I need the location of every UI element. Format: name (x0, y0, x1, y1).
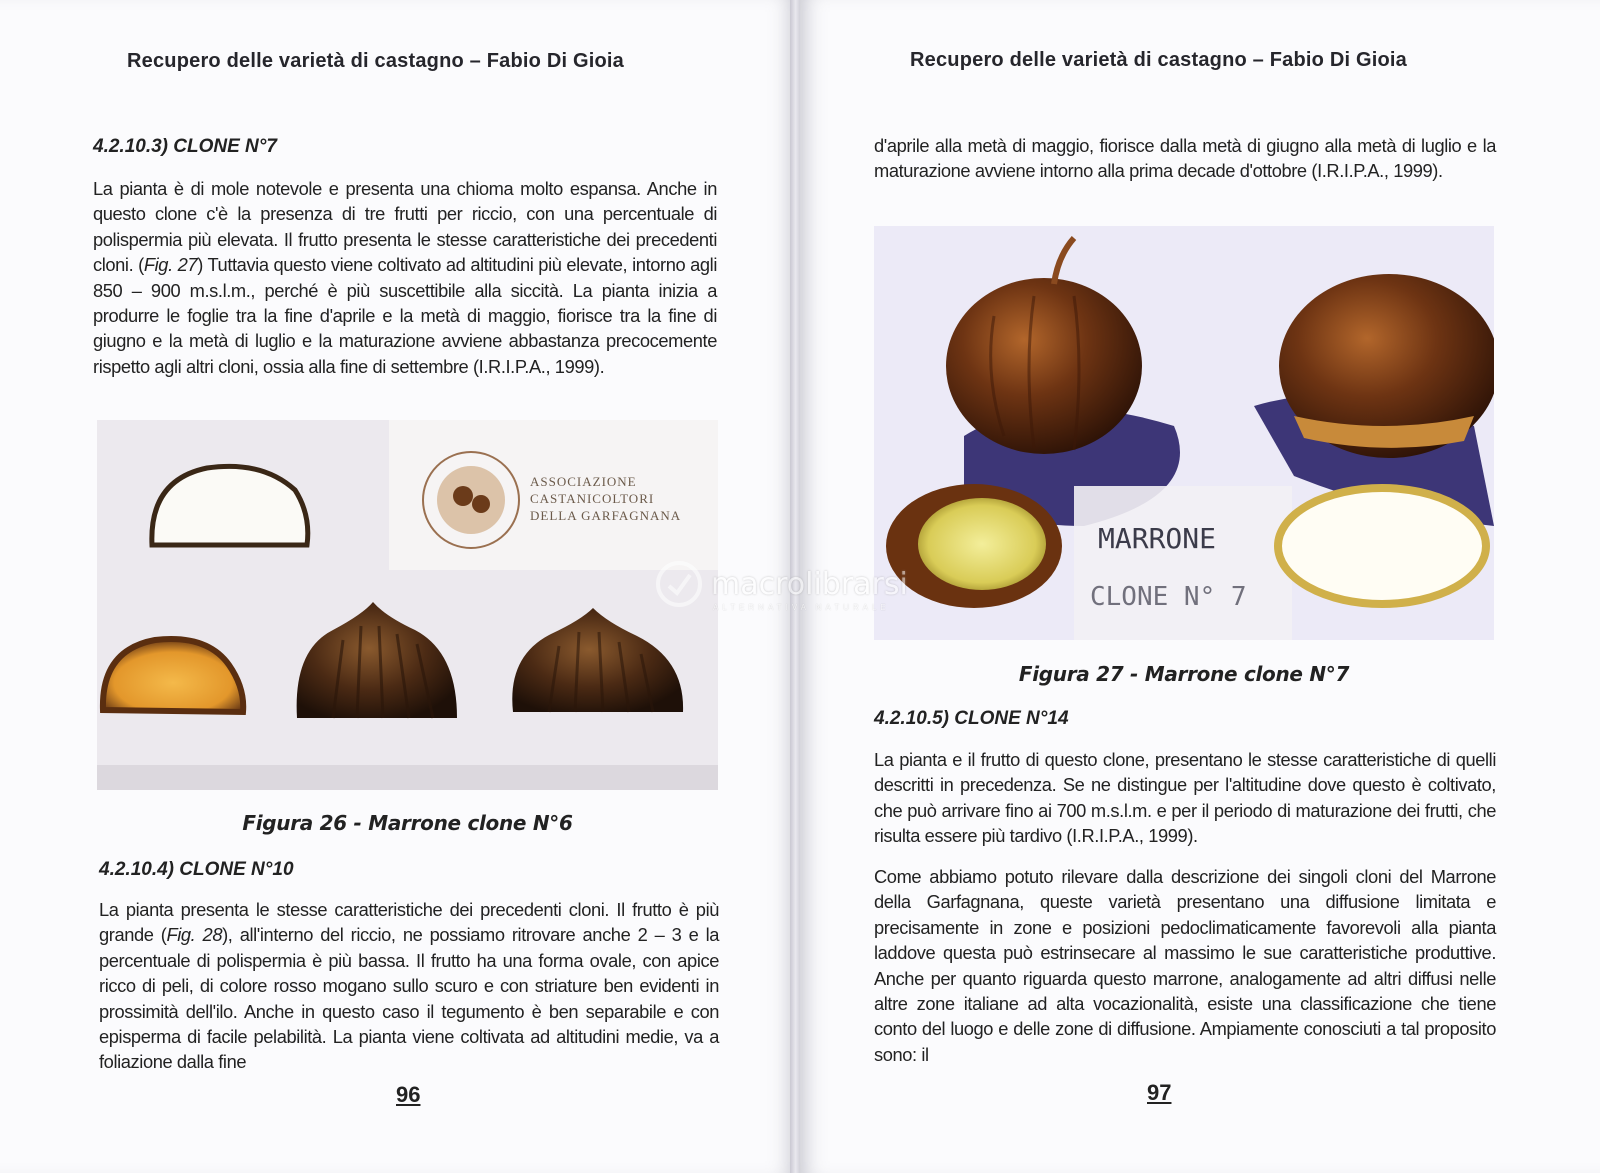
watermark-tagline: ALTERNATIVA NATURALE (713, 602, 890, 612)
figure-27-label-line1: MARRONE (1098, 522, 1217, 555)
running-header-left: Recupero delle varietà di castagno – Fabio Di Gioia (127, 50, 625, 72)
section-title-clone-10: 4.2.10.4) CLONE N°10 (99, 859, 294, 880)
page-number-left: 96 (396, 1082, 421, 1107)
watermark-brand: macrolibrarsi (711, 566, 908, 602)
paragraph-continued: d'aprile alla metà di maggio, fiorisce dalla metà di giugno alla metà di luglio e la maturazione avviene intorno alla prima decade d'ottobre (I.R.I.P.A., 1999). (874, 135, 1496, 182)
watermark-logo-icon (655, 560, 703, 608)
association-stamp-text: ASSOCIAZIONE CASTANICOLTORI DELLA GARFAGNANA (530, 474, 682, 523)
paragraph-conclusion: Come abbiamo potuto rilevare dalla descrizione dei singoli cloni del Marrone della Garfagnana, queste varietà presentano una diffusione limitata e precisamente in zone e posizioni pedoclimaticamente favorevoli alla pianta laddove questa può estrinsecare al massimo le sue caratteristiche produttive. Anche per quanto riguarda questo marrone, analogamente ad altri diffusi nelle altre zone italiane ad alta vocazionalità, esiste una classificazione che tiene conto del luogo e delle zone di diffusione. Ampiamente conosciuti a tal proposito sono: il (874, 866, 1496, 1065)
figure-26-caption: Figura 26 - Marrone clone N°6 (242, 811, 573, 835)
section-title-clone-7: 4.2.10.3) CLONE N°7 (93, 136, 277, 157)
figure-26-photo (97, 420, 718, 790)
paragraph-clone-10: La pianta presenta le stesse caratteristiche dei precedenti cloni. Il frutto è più grande (Fig. 28), all'interno del riccio, ne possiamo ritrovare anche 2 – 3 e la percentuale di polispermia è più bassa. Il frutto ha una forma ovale, con apice ricco di peli, di colore rosso mogano sullo scuro e con striature ben evidenti in prossimità dell'ilo. Anche in questo caso il tegumento è ben separabile e con episperma di facile pelabilità. La pianta viene coltivata ad altitudini medie, va a foliazione dalla fine (99, 899, 720, 1073)
paragraph-clone-7: La pianta è di mole notevole e presenta una chioma molto espansa. Anche in questo clone c'è la presenza di tre frutti per riccio, con una percentuale di polispermia più elevata. Il frutto presenta le stesse caratteristiche dei precedenti cloni. (Fig. 27) Tuttavia questo viene coltivato ad altitudini più elevate, intorno agli 850 – 900 m.s.l.m., perché è più suscettibile alla siccità. La pianta inizia a produrre le foglie tra la fine d'aprile e la metà di maggio, fiorisce tra la fine di giugno e la metà di luglio e la maturazione avviene abbastanza precocemente rispetto agli altri cloni, ossia alla fine di settembre (I.R.I.P.A., 1999). (93, 178, 717, 377)
figure-27-illustration (874, 226, 1494, 640)
figure-27-photo (874, 226, 1494, 640)
paragraph-clone-14: La pianta e il frutto di questo clone, presentano le stesse caratteristiche di quelli descritti in precedenza. Se ne distingue per l'altitudine dove questo è coltivato, che può arrivare fino ai 700 m.s.l.m. e per il periodo di maturazione dei frutti, che risulta essere più tardivo (I.R.I.P.A., 1999). (874, 749, 1496, 847)
page-number-right: 97 (1147, 1080, 1172, 1105)
figure-27-label-line2: CLONE N° 7 (1090, 582, 1247, 612)
running-header-right: Recupero delle varietà di castagno – Fabio Di Gioia (910, 49, 1408, 71)
figure-27-caption: Figura 27 - Marrone clone N°7 (1018, 662, 1350, 686)
watermark (655, 560, 908, 612)
section-title-clone-14: 4.2.10.5) CLONE N°14 (874, 708, 1069, 729)
right-page (800, 0, 1600, 1173)
